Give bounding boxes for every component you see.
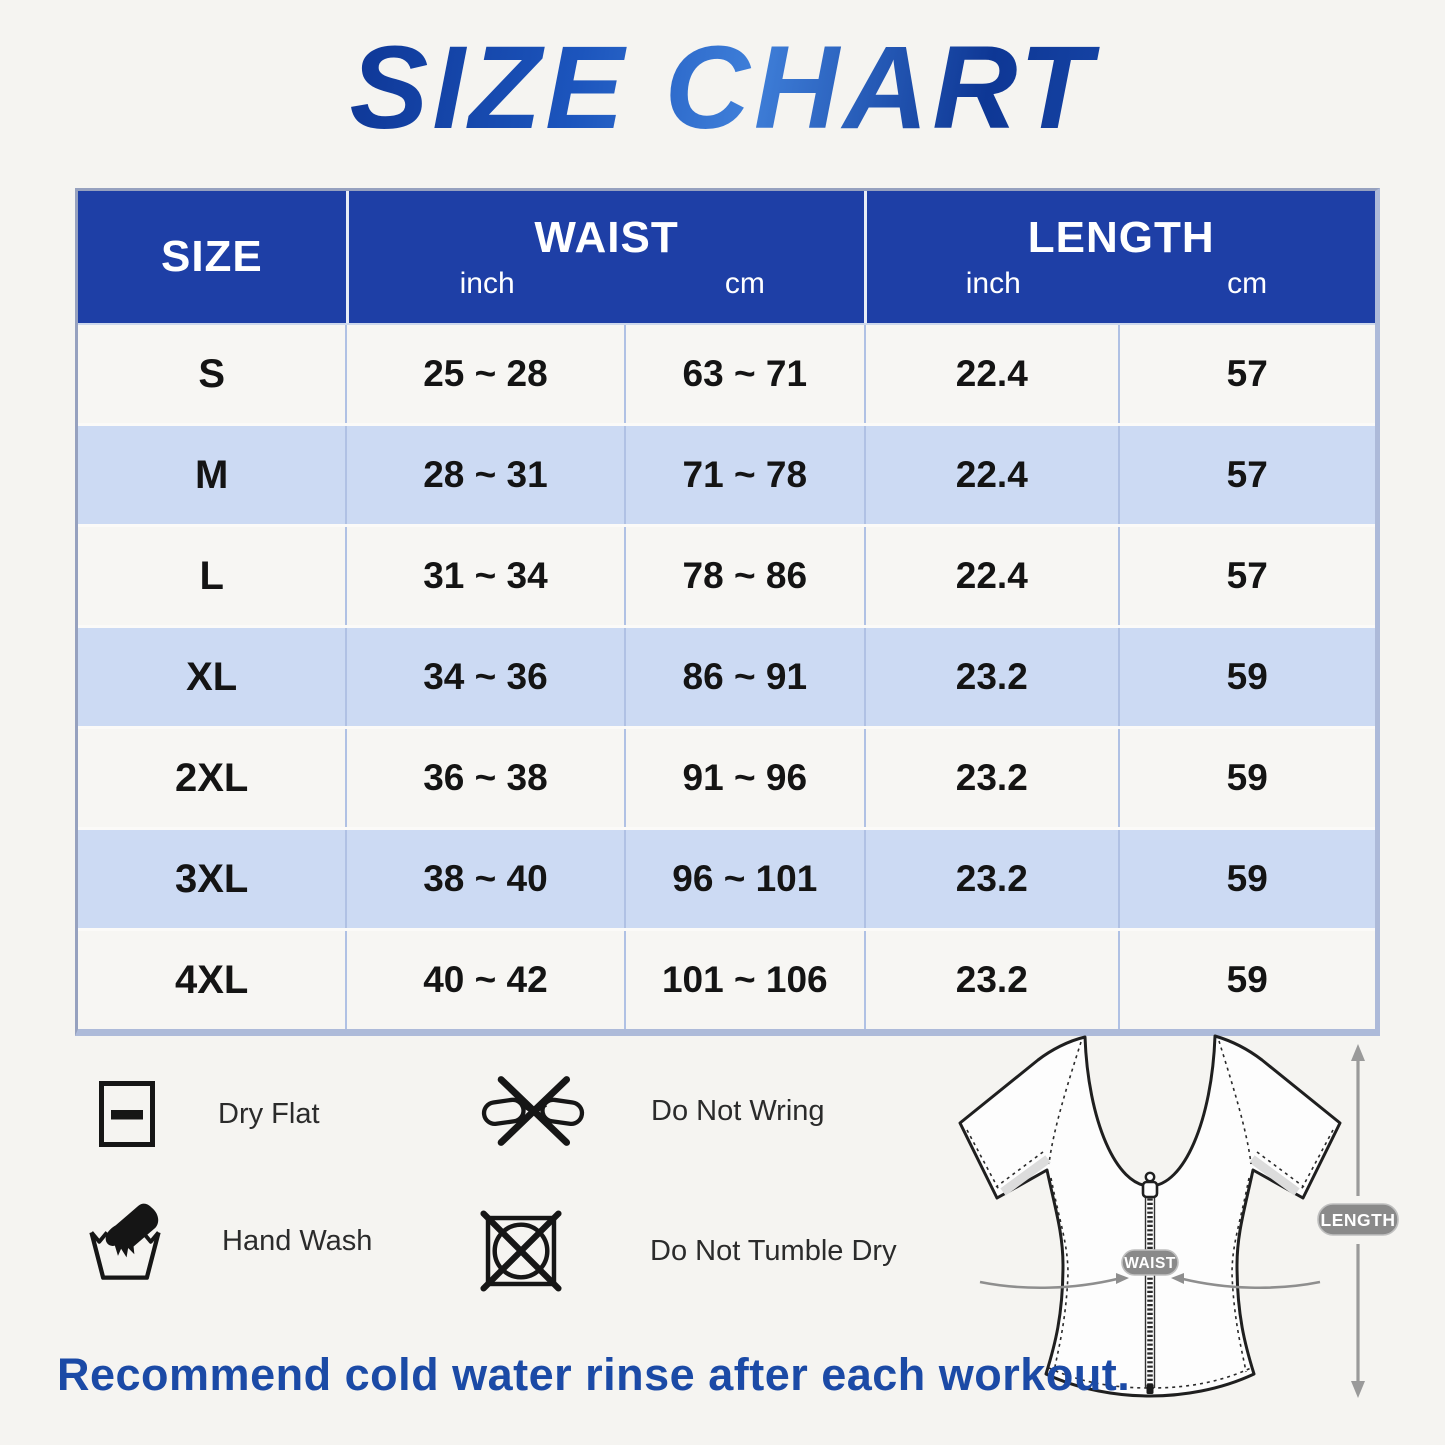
table-row-4xl [78, 928, 1375, 1029]
length-badge [1318, 1204, 1398, 1235]
cell-length-cm: 57 [1118, 426, 1375, 524]
header-length-label: LENGTH [1027, 213, 1215, 262]
header-size [78, 191, 346, 323]
do-not-wring-icon [477, 1070, 589, 1152]
table-header-row [78, 191, 1375, 325]
care-item-hand-wash [86, 1194, 372, 1288]
cell-length-inch: 22.4 [864, 527, 1117, 625]
table-row-s [78, 325, 1375, 423]
cell-length-cm: 59 [1118, 931, 1375, 1029]
care-label: Dry Flat [218, 1097, 320, 1130]
care-item-dry-flat [98, 1080, 320, 1148]
header-waist-cm: cm [724, 267, 765, 300]
cell-waist-inch: 40 ~ 42 [345, 931, 623, 1029]
table-row-2xl [78, 726, 1375, 827]
cell-length-inch: 23.2 [864, 830, 1117, 928]
cell-length-inch: 22.4 [864, 426, 1117, 524]
page-title: SIZE CHART [0, 18, 1445, 160]
cell-length-inch: 23.2 [864, 729, 1117, 827]
footer-note: Recommend cold water rinse after each workout. [57, 1349, 1131, 1400]
cell-waist-inch: 36 ~ 38 [345, 729, 623, 827]
table-row-m [78, 423, 1375, 524]
header-waist-inch: inch [459, 267, 515, 300]
cell-waist-cm: 71 ~ 78 [624, 426, 864, 524]
do-not-tumble-dry-icon [480, 1208, 562, 1294]
waist-badge [1122, 1250, 1178, 1275]
hand-wash-icon [86, 1194, 164, 1288]
cell-size: 2XL [174, 755, 249, 800]
cell-size: M [195, 452, 229, 497]
cell-length-inch: 23.2 [864, 628, 1117, 726]
cell-size: 4XL [174, 957, 249, 1002]
cell-waist-inch: 25 ~ 28 [345, 325, 623, 423]
cell-length-cm: 59 [1118, 830, 1375, 928]
size-table [75, 188, 1380, 1036]
cell-waist-cm: 78 ~ 86 [624, 527, 864, 625]
cell-size: XL [186, 654, 238, 699]
header-length [864, 191, 1375, 323]
length-badge-label: LENGTH [1320, 1210, 1396, 1230]
header-size-label: SIZE [160, 232, 263, 281]
table-row-xl [78, 625, 1375, 726]
cell-waist-inch: 31 ~ 34 [345, 527, 623, 625]
dry-flat-icon [98, 1080, 156, 1148]
header-waist-label: WAIST [534, 213, 679, 262]
cell-length-cm: 57 [1118, 325, 1375, 423]
care-label: Do Not Tumble Dry [650, 1234, 897, 1267]
cell-waist-cm: 91 ~ 96 [624, 729, 864, 827]
care-item-do-not-tumble-dry [480, 1208, 897, 1294]
care-item-do-not-wring [477, 1070, 825, 1152]
cell-length-cm: 59 [1118, 729, 1375, 827]
cell-waist-cm: 96 ~ 101 [624, 830, 864, 928]
cell-waist-cm: 63 ~ 71 [624, 325, 864, 423]
care-label: Do Not Wring [651, 1094, 825, 1127]
cell-waist-cm: 86 ~ 91 [624, 628, 864, 726]
cell-size: L [199, 553, 224, 598]
cell-length-cm: 57 [1118, 527, 1375, 625]
header-waist [346, 191, 865, 323]
cell-waist-inch: 38 ~ 40 [345, 830, 623, 928]
table-row-l [78, 524, 1375, 625]
header-length-inch: inch [965, 267, 1021, 300]
cell-size: S [198, 351, 225, 396]
cell-size: 3XL [174, 856, 249, 901]
cell-length-cm: 59 [1118, 628, 1375, 726]
header-length-cm: cm [1227, 267, 1268, 300]
care-label: Hand Wash [222, 1224, 373, 1257]
cell-length-inch: 22.4 [864, 325, 1117, 423]
table-row-3xl [78, 827, 1375, 928]
cell-waist-inch: 34 ~ 36 [345, 628, 623, 726]
waist-badge-label: WAIST [1124, 1255, 1176, 1272]
cell-waist-inch: 28 ~ 31 [345, 426, 623, 524]
cell-length-inch: 23.2 [864, 931, 1117, 1029]
cell-waist-cm: 101 ~ 106 [624, 931, 864, 1029]
